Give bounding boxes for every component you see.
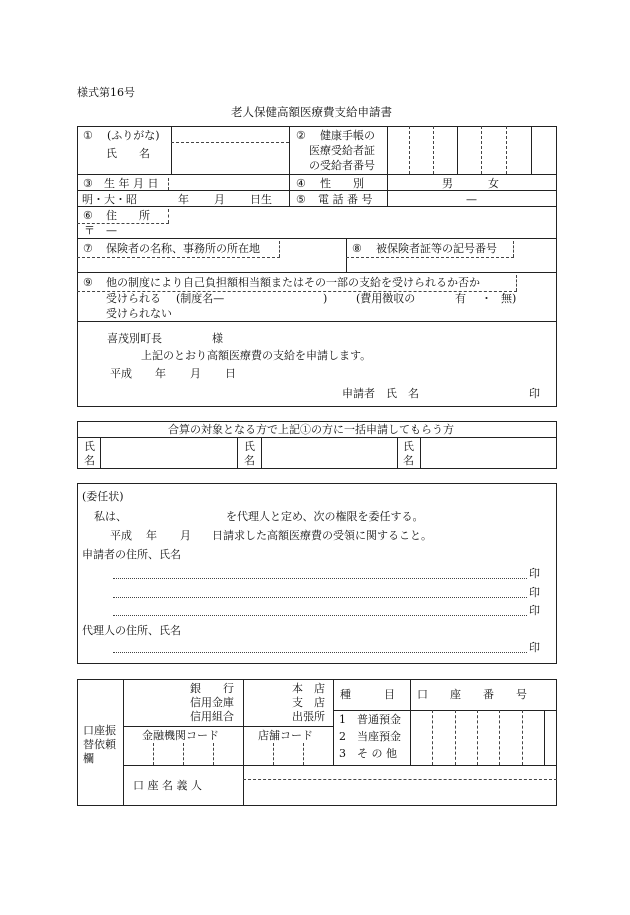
application-statement: 上記のとおり高額医療費の支給を申請します。 xyxy=(141,349,372,362)
applicant-label: 申請者 xyxy=(342,387,375,400)
account-kind-label: 種 目 xyxy=(340,688,395,701)
combined-name-3b: 名 xyxy=(403,454,414,467)
not-receivable-option[interactable]: 受けられない xyxy=(106,307,172,320)
applicant-seal: 印 xyxy=(529,387,540,400)
form-number: 様式第16号 xyxy=(77,86,135,99)
bank-type-bank: 銀 行 xyxy=(190,682,234,695)
card-number-mark: ② xyxy=(296,129,306,142)
proxy-month: 月 xyxy=(180,529,191,542)
account-kind-3[interactable]: 3 そ の 他 xyxy=(339,747,397,760)
account-kind-2[interactable]: 2 当座預金 xyxy=(339,730,401,743)
application-era: 平成 xyxy=(110,367,132,380)
account-number-label: 口 座 番 号 xyxy=(417,688,527,701)
branch-sub-branch: 出張所 xyxy=(292,710,325,723)
furigana-label: (ふりがな) xyxy=(107,129,160,142)
insured-number: ⑧ xyxy=(352,242,362,255)
insurer-number: ⑦ xyxy=(83,242,93,255)
other-system-label: 他の制度により自己負担額相当額またはその一部の支給を受けられるか否か xyxy=(106,276,480,289)
era-options: 明・大・昭 xyxy=(82,193,137,206)
applicant-name-label: 氏 名 xyxy=(386,387,419,400)
birth-label: 生 年 月 日 xyxy=(104,177,159,190)
bank-type-kumiai: 信用組合 xyxy=(190,710,234,723)
receivable-option[interactable]: 受けられる xyxy=(106,292,161,305)
combined-heading: 合算の対象となる方で上記①の方に一括申請してもらう方 xyxy=(168,423,454,436)
proxy-agent-label: 代理人の住所、氏名 xyxy=(82,624,181,637)
combined-name-3a: 氏 xyxy=(403,440,414,453)
institution-code-label: 金融機関コード xyxy=(142,729,219,742)
proxy-seal-2: 印 xyxy=(529,586,540,599)
address-number: ⑥ xyxy=(83,209,93,222)
other-system-number: ⑨ xyxy=(83,276,93,289)
proxy-seal-1: 印 xyxy=(529,567,540,580)
combined-name-1b: 名 xyxy=(84,454,95,467)
branch-branch: 支 店 xyxy=(292,696,325,709)
account-holder-label: 口 座 名 義 人 xyxy=(133,779,202,792)
proxy-line1-start: 私は、 xyxy=(94,510,127,523)
honorific: 様 xyxy=(212,332,223,345)
name-label: 氏 名 xyxy=(106,147,150,160)
insured-label: 被保険者証等の記号番号 xyxy=(376,242,497,255)
card-label-3: の受給者番号 xyxy=(309,159,375,172)
address-label: 住 所 xyxy=(106,209,150,222)
sex-female[interactable]: 女 xyxy=(488,177,499,190)
sex-number: ④ xyxy=(296,177,306,190)
proxy-line1-end: を代理人と定め、次の権限を委任する。 xyxy=(226,510,424,523)
branch-head-office: 本 店 xyxy=(292,682,325,695)
birth-day-label: 日生 xyxy=(250,193,272,206)
sex-male[interactable]: 男 xyxy=(442,177,453,190)
bank-side-label-2: 替依頼 xyxy=(83,738,116,751)
proxy-seal-3: 印 xyxy=(529,604,540,617)
cost-collection-label: (費用徴収の xyxy=(356,292,416,305)
proxy-year: 年 xyxy=(146,529,157,542)
cost-separator: ・ xyxy=(481,292,492,305)
proxy-heading: (委任状) xyxy=(82,490,124,503)
system-name-label: (制度名— xyxy=(176,292,225,305)
card-label-2: 医療受給者証 xyxy=(309,144,375,157)
combined-name-1a: 氏 xyxy=(84,440,95,453)
cost-no[interactable]: 無) xyxy=(501,292,517,305)
furigana-number: ① xyxy=(83,129,93,142)
account-kind-1[interactable]: 1 普通預金 xyxy=(339,713,401,726)
phone-number-mark: ⑤ xyxy=(296,193,306,206)
phone-dash: — xyxy=(466,193,477,206)
card-label-1: 健康手帳の xyxy=(320,129,375,142)
proxy-line2-end: 日請求した高額医療費の受領に関すること。 xyxy=(212,529,432,542)
application-year: 年 xyxy=(155,367,166,380)
phone-label: 電 話 番 号 xyxy=(318,193,373,206)
cost-yes[interactable]: 有 xyxy=(455,292,466,305)
insurer-label: 保険者の名称、事務所の所在地 xyxy=(106,242,260,255)
proxy-seal-4: 印 xyxy=(529,641,540,654)
proxy-era: 平成 xyxy=(110,529,132,542)
bank-side-label-1: 口座振 xyxy=(83,724,116,737)
combined-name-2a: 氏 xyxy=(244,440,255,453)
bank-side-label-3: 欄 xyxy=(83,752,94,765)
birth-year-label: 年 xyxy=(178,193,189,206)
birth-number: ③ xyxy=(83,177,93,190)
page-title: 老人保健高額医療費支給申請書 xyxy=(231,105,392,119)
proxy-applicant-label: 申請者の住所、氏名 xyxy=(82,548,181,561)
system-name-close: ) xyxy=(323,292,328,305)
birth-month-label: 月 xyxy=(214,193,225,206)
postal-mark: 〒 — xyxy=(84,224,117,237)
branch-code-label: 店舗コード xyxy=(258,729,313,742)
application-month: 月 xyxy=(190,367,201,380)
bank-type-shinkin: 信用金庫 xyxy=(190,696,234,709)
combined-name-2b: 名 xyxy=(244,454,255,467)
application-day: 日 xyxy=(225,367,236,380)
sex-label: 性 別 xyxy=(320,177,364,190)
addressee: 喜茂別町長 xyxy=(107,332,162,345)
